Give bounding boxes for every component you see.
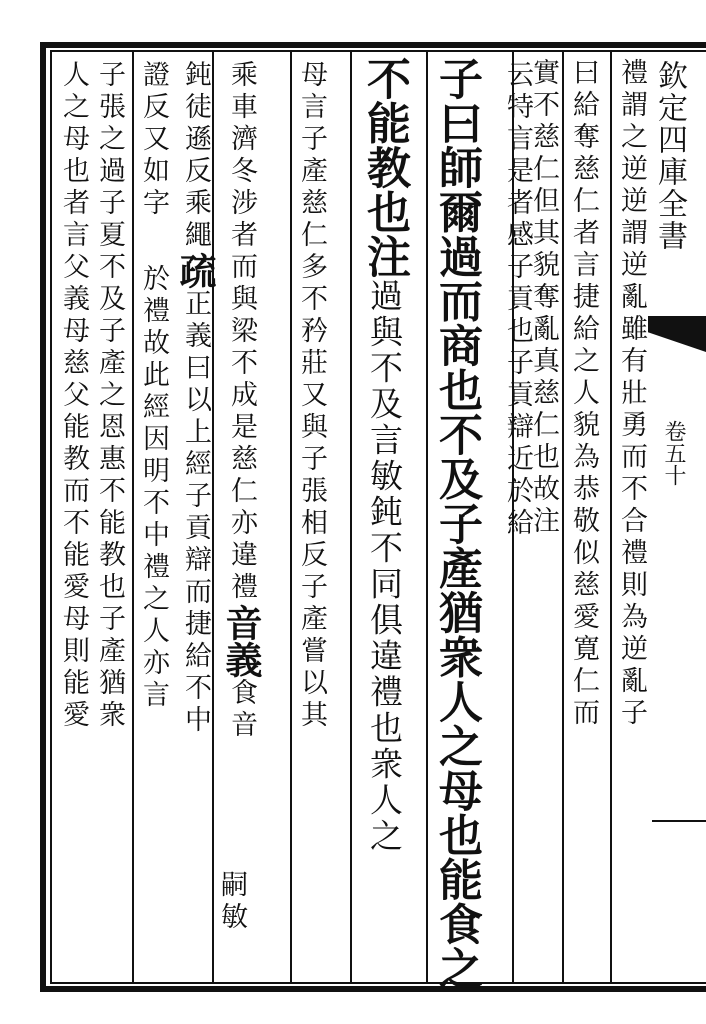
text-column (618, 58, 645, 730)
book-title: 欽定四庫全書 (652, 60, 687, 252)
column-rule (562, 52, 564, 982)
column-rule (290, 52, 292, 982)
shu-marker: 疏 (173, 252, 217, 289)
column-rule (426, 52, 428, 982)
text-column (140, 60, 167, 712)
commentary-text: 母言子產慈仁多不矜莊又與子張相反子產嘗以其 (296, 60, 327, 732)
text-column (218, 870, 245, 934)
main-text-column (359, 56, 410, 855)
column-rule (350, 52, 352, 982)
yinyi-marker: 音義 (219, 604, 263, 678)
margin-divider (652, 820, 706, 822)
text-column (504, 60, 531, 540)
commentary-text: 曰給奪慈仁者言捷給之人貌為恭敬似慈愛寛仁而 (568, 58, 599, 730)
commentary-text: 云特言是者感子貢也子貢辯近於給 (502, 60, 533, 540)
text-column (173, 60, 217, 737)
commentary-text: 於禮故此經因明不中禮之人亦言 (138, 264, 169, 712)
column-rule (132, 52, 134, 982)
commentary-text: 實不慈仁但其貌奪亂真慈仁也故注 (528, 58, 559, 538)
text-column (219, 60, 263, 742)
commentary-text: 禮謂之逆逆謂逆亂雖有壯勇而不合禮則為逆亂子 (616, 58, 647, 730)
classic-text: 不能教也注 (359, 56, 410, 279)
text-column (530, 58, 557, 538)
commentary-text: 證反又如字 (138, 60, 169, 220)
commentary-text: 子張之過子夏不及子產之恩惠不能教也子產猶衆 (94, 60, 125, 732)
commentary-text: 鈍徒遜反乘繩 (180, 60, 211, 252)
commentary-text: 人之母也者言父義母慈父能教而不能愛母則能愛 (58, 60, 89, 732)
text-column (60, 60, 87, 732)
commentary-text: 食音 (226, 678, 257, 742)
main-text-column (431, 56, 482, 991)
commentary-text: 嗣敏 (216, 870, 247, 934)
commentary-text: 乘車濟冬涉者而與梁不成是慈仁亦違禮 (226, 60, 257, 604)
classic-text: 子曰師爾過而商也不及子產猶衆人之母也能食之 (431, 56, 482, 991)
column-rule (610, 52, 612, 982)
note-text: 過與不及言敏鈍不同俱違禮也衆人之 (365, 278, 404, 855)
volume-number: 卷五十 (661, 420, 686, 486)
text-column (96, 60, 123, 732)
text-column (298, 60, 325, 732)
text-column (570, 58, 597, 730)
commentary-text: 正義曰以上經子貢辯而捷給不中 (180, 289, 211, 737)
